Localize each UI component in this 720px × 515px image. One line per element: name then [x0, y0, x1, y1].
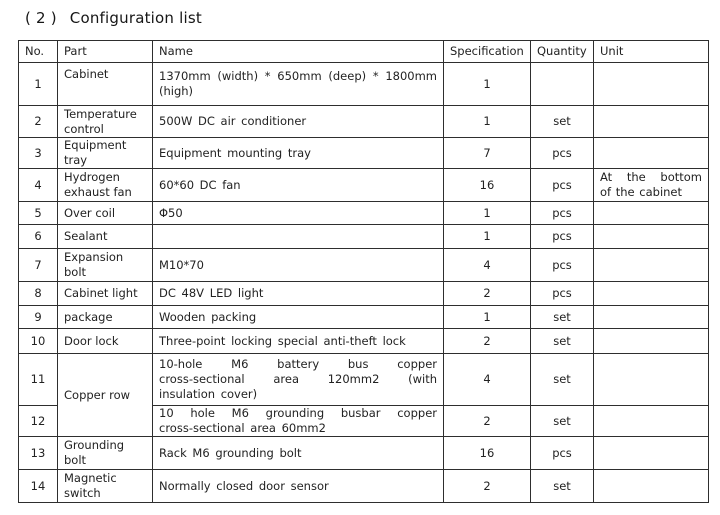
name-line: insulation cover) — [159, 387, 258, 401]
cell-name — [153, 406, 444, 437]
cell-part: Door lock — [58, 329, 153, 354]
cell-name — [153, 169, 444, 202]
table-row — [19, 138, 709, 169]
cell-no: 6 — [19, 225, 58, 249]
cell-part: Temperature control — [58, 106, 153, 138]
cell-quantity: pcs — [531, 138, 594, 169]
cell-name — [153, 437, 444, 470]
cell-name — [153, 470, 444, 503]
col-header-part: Part — [58, 41, 153, 63]
table-row — [19, 354, 709, 406]
cell-part: Over coil — [58, 202, 153, 225]
cell-no: 7 — [19, 249, 58, 282]
cell-specification: 1 — [444, 306, 531, 329]
name-line: Φ50 — [159, 205, 183, 220]
cell-no: 12 — [19, 406, 58, 437]
col-header-quantity: Quantity — [531, 41, 594, 63]
page-title — [25, 9, 202, 27]
cell-unit — [594, 249, 709, 282]
name-line: Normally closed door sensor — [159, 478, 329, 493]
cell-specification: 1 — [444, 225, 531, 249]
name-line: 60*60 DC fan — [159, 177, 241, 192]
cell-no: 13 — [19, 437, 58, 470]
name-line: Rack M6 grounding bolt — [159, 445, 302, 460]
name-line: Three-point locking special anti-theft lock — [159, 333, 406, 348]
cell-unit — [594, 406, 709, 437]
cell-specification: 16 — [444, 437, 531, 470]
cell-no: 11 — [19, 354, 58, 406]
cell-part: Cabinet — [58, 63, 153, 106]
cell-unit — [594, 329, 709, 354]
cell-unit — [594, 202, 709, 225]
cell-part: Sealant — [58, 225, 153, 249]
cell-specification: 2 — [444, 329, 531, 354]
cell-unit — [594, 63, 709, 106]
cell-specification: 2 — [444, 406, 531, 437]
name-line: (high) — [159, 84, 194, 98]
cell-part: Expansion bolt — [58, 249, 153, 282]
name-line: M10*70 — [159, 257, 204, 272]
cell-unit — [594, 354, 709, 406]
cell-quantity: set — [531, 354, 594, 406]
name-line: Equipment mounting tray — [159, 145, 311, 160]
cell-quantity: set — [531, 106, 594, 138]
cell-part: package — [58, 306, 153, 329]
cell-quantity: pcs — [531, 249, 594, 282]
table-row — [19, 329, 709, 354]
cell-quantity: pcs — [531, 437, 594, 470]
cell-no: 14 — [19, 470, 58, 503]
cell-name — [153, 354, 444, 406]
col-header-name: Name — [153, 41, 444, 63]
table-row — [19, 306, 709, 329]
table-header-row — [19, 41, 709, 63]
cell-no: 9 — [19, 306, 58, 329]
cell-no: 10 — [19, 329, 58, 354]
cell-specification: 1 — [444, 106, 531, 138]
cell-name — [153, 106, 444, 138]
cell-name — [153, 202, 444, 225]
table-row — [19, 202, 709, 225]
table-row — [19, 106, 709, 138]
cell-specification: 4 — [444, 354, 531, 406]
cell-quantity: set — [531, 470, 594, 503]
cell-name — [153, 225, 444, 249]
cell-specification: 1 — [444, 63, 531, 106]
cell-specification: 2 — [444, 282, 531, 306]
name-line: Wooden packing — [159, 309, 257, 324]
cell-quantity: set — [531, 306, 594, 329]
table-row — [19, 169, 709, 202]
cell-name — [153, 249, 444, 282]
cell-quantity: pcs — [531, 282, 594, 306]
cell-no: 5 — [19, 202, 58, 225]
cell-quantity: pcs — [531, 169, 594, 202]
table-row — [19, 437, 709, 470]
cell-specification: 16 — [444, 169, 531, 202]
cell-unit — [594, 282, 709, 306]
cell-no: 3 — [19, 138, 58, 169]
cell-unit — [594, 106, 709, 138]
name-line: cross-sectional area 60mm2 — [159, 421, 326, 435]
cell-name — [153, 63, 444, 106]
cell-unit — [594, 225, 709, 249]
cell-no: 8 — [19, 282, 58, 306]
cell-no: 2 — [19, 106, 58, 138]
cell-quantity — [531, 63, 594, 106]
cell-part: Cabinet light — [58, 282, 153, 306]
cell-no: 1 — [19, 63, 58, 106]
name-line: cross-sectional area 120mm2 (with — [159, 372, 437, 386]
cell-name — [153, 282, 444, 306]
cell-part: Magnetic switch — [58, 470, 153, 503]
col-header-specification: Specification — [444, 41, 531, 63]
name-line: DC 48V LED light — [159, 286, 264, 300]
cell-specification: 2 — [444, 470, 531, 503]
col-header-unit: Unit — [594, 41, 709, 63]
cell-unit — [594, 437, 709, 470]
cell-no: 4 — [19, 169, 58, 202]
cell-part: Equipment tray — [58, 138, 153, 169]
name-line: 10-hole M6 battery bus copper — [159, 357, 437, 371]
cell-name — [153, 329, 444, 354]
title-number: ( 2 ) — [25, 9, 57, 27]
name-line: 500W DC air conditioner — [159, 114, 307, 128]
table-row — [19, 282, 709, 306]
cell-specification: 1 — [444, 202, 531, 225]
cell-part-copper-row: Copper row — [58, 354, 153, 437]
cell-quantity: pcs — [531, 202, 594, 225]
title-text: Configuration list — [69, 9, 202, 27]
table-row — [19, 63, 709, 106]
cell-unit — [594, 306, 709, 329]
cell-specification: 4 — [444, 249, 531, 282]
table-row — [19, 249, 709, 282]
table-row — [19, 470, 709, 503]
cell-quantity: set — [531, 329, 594, 354]
cell-unit — [594, 470, 709, 503]
cell-name — [153, 138, 444, 169]
cell-specification: 7 — [444, 138, 531, 169]
cell-part: Grounding bolt — [58, 437, 153, 470]
cell-name — [153, 306, 444, 329]
cell-part: Hydrogen exhaust fan — [58, 169, 153, 202]
configuration-table — [18, 40, 709, 503]
cell-unit — [594, 138, 709, 169]
name-line: 1370mm (width) * 650mm (deep) * 1800mm — [159, 69, 437, 83]
table-row — [19, 225, 709, 249]
cell-quantity: set — [531, 406, 594, 437]
name-line: 10 hole M6 grounding busbar copper — [159, 406, 437, 420]
cell-unit — [594, 169, 709, 202]
col-header-no: No. — [19, 41, 58, 63]
unit-line: of the cabinet — [600, 185, 683, 199]
unit-line: At the bottom — [600, 170, 702, 184]
cell-quantity: pcs — [531, 225, 594, 249]
